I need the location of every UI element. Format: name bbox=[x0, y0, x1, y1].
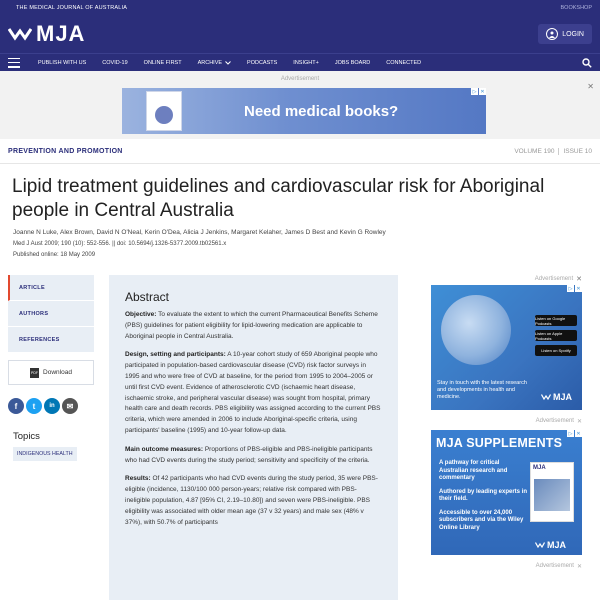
ad-headline: Need medical books? bbox=[244, 102, 399, 120]
topic-badge[interactable]: INDIGENOUS HEALTH bbox=[13, 447, 77, 461]
nav-archive-label: ARCHIVE bbox=[197, 59, 223, 66]
facebook-icon[interactable]: f bbox=[8, 398, 24, 414]
ad1-choice-icons[interactable] bbox=[567, 285, 582, 292]
mja-logo[interactable] bbox=[8, 21, 85, 47]
ad-choice-icons[interactable] bbox=[471, 88, 486, 95]
abstract-panel bbox=[109, 275, 398, 600]
supplement-cover-image: MJA bbox=[530, 462, 574, 522]
scientist-image bbox=[441, 295, 511, 365]
close-ad-icon[interactable]: ✕ bbox=[587, 82, 594, 91]
apple-podcasts-badge[interactable]: Listen on Apple Podcasts bbox=[535, 330, 577, 341]
nav-publish-with-us[interactable]: PUBLISH WITH US bbox=[38, 59, 87, 66]
supplements-ad[interactable] bbox=[431, 430, 582, 555]
podcast-ad[interactable] bbox=[431, 285, 582, 410]
tab-article[interactable]: ARTICLE bbox=[8, 275, 94, 301]
close-ad3-icon[interactable]: ✕ bbox=[576, 564, 582, 570]
download-button[interactable] bbox=[8, 360, 94, 385]
ad1-label: Advertisement ✕ bbox=[534, 276, 582, 283]
mja-chevron-icon bbox=[8, 26, 32, 42]
login-button[interactable] bbox=[538, 24, 592, 44]
ad1-mja-logo: MJA bbox=[541, 392, 572, 402]
nav-insight-plus[interactable]: INSIGHT+ bbox=[293, 59, 319, 66]
login-label: LOGIN bbox=[562, 30, 584, 38]
topics-heading: Topics bbox=[13, 431, 40, 442]
hamburger-menu-icon[interactable] bbox=[8, 58, 20, 68]
linkedin-icon[interactable]: in bbox=[44, 398, 60, 414]
abstract-objective: Objective: To evaluate the extent to which the current Pharmaceutical Benefits Scheme (PBS) guidelines for patient eligibility for lipid-lowering medication are applicable to Aboriginal people in Central Australia. bbox=[125, 311, 378, 340]
share-icons bbox=[8, 398, 78, 414]
nav-covid-19[interactable]: COVID-19 bbox=[102, 59, 128, 66]
divider bbox=[0, 163, 600, 164]
bookshop-link[interactable]: BOOKSHOP bbox=[560, 4, 592, 11]
adchoices-icon[interactable]: ▷ bbox=[472, 88, 477, 95]
nav-online-first[interactable]: ONLINE FIRST bbox=[143, 59, 182, 66]
adchoices-icon[interactable]: ▷ bbox=[568, 430, 573, 437]
nav-podcasts[interactable]: PODCASTS bbox=[247, 59, 278, 66]
supplements-text: A pathway for critical Australian research and commentary Authored by leading experts in their field. Accessible to over 24,000 subscribers and via the Wiley Online Library bbox=[439, 460, 528, 531]
right-ad-column bbox=[431, 275, 582, 570]
pdf-icon: PDF bbox=[30, 368, 39, 378]
email-icon[interactable]: ✉ bbox=[62, 398, 78, 414]
article-citation: Med J Aust 2009; 190 (10): 552-556. || doi: 10.5694/j.1326-5377.2009.tb02561.x bbox=[13, 241, 227, 247]
ad2-choice-icons[interactable] bbox=[567, 430, 582, 437]
google-podcasts-badge[interactable]: Listen on Google Podcasts bbox=[535, 315, 577, 326]
close-ad1-icon[interactable]: ✕ bbox=[576, 276, 582, 283]
abstract-outcomes: Main outcome measures: Proportions of PBS-eligible and PBS-ineligible participants who had CVD events during the study period; sensitivity and specificity of the criteria. bbox=[125, 445, 373, 464]
mja-chevron-icon bbox=[535, 542, 545, 548]
advertisement-label: Advertisement bbox=[280, 76, 320, 82]
article-tabs bbox=[8, 275, 94, 353]
search-icon[interactable] bbox=[582, 58, 592, 68]
journal-name-link[interactable]: THE MEDICAL JOURNAL OF AUSTRALIA bbox=[16, 4, 128, 11]
download-label: Download bbox=[43, 369, 72, 376]
book-image bbox=[146, 91, 182, 131]
nav-jobs-board[interactable]: JOBS BOARD bbox=[334, 59, 371, 66]
top-ad-banner[interactable] bbox=[122, 88, 486, 134]
top-strip bbox=[0, 0, 600, 15]
user-icon bbox=[546, 28, 558, 40]
ad-close-icon[interactable]: ✕ bbox=[576, 285, 581, 292]
ad-close-icon[interactable]: ✕ bbox=[480, 88, 485, 95]
supplements-title: MJA SUPPLEMENTS bbox=[436, 436, 563, 450]
brand-bar bbox=[0, 15, 600, 53]
spotify-badge[interactable]: Listen on Spotify bbox=[535, 345, 577, 356]
volume-label[interactable]: VOLUME 190 bbox=[514, 148, 555, 155]
chevron-down-icon bbox=[225, 61, 231, 65]
article-authors[interactable]: Joanne N Luke, Alex Brown, David N O'Neal, Kerin O'Dea, Alicia J Jenkins, Margaret Kelaher, James D Best and Kevin G Rowley bbox=[13, 229, 386, 236]
ad2-label: Advertisement ✕ bbox=[535, 418, 582, 425]
tab-references[interactable]: REFERENCES bbox=[8, 327, 94, 353]
close-ad2-icon[interactable]: ✕ bbox=[576, 419, 582, 425]
article-title: Lipid treatment guidelines and cardiovascular risk for Aboriginal people in Central Australia bbox=[12, 176, 545, 221]
abstract-heading: Abstract bbox=[125, 290, 170, 304]
published-date: Published online: 18 May 2009 bbox=[13, 252, 96, 258]
abstract-design: Design, setting and participants: A 10-year cohort study of 659 Aboriginal people who participated in population-based cardiovascular disease (CVD) risk factor surveys in 1995 and who were free of CVD at baseline, for the period from 1995 to 2004–2005 or until first CVD event. Evidence of atherosclerotic CVD (ischaemic heart disease, ischaemic stroke, and peripheral vascular disease) was sought from hospital, primary health care and death records. PBS eligibility was assigned according to the current PBS criteria, which were amended in 2006 to include Aboriginal-specific criteria, using participants' baseline (1995) and 10-year follow-up data. bbox=[125, 351, 381, 434]
podcast-ad-text: Stay in touch with the latest research and developments in health and medicine. bbox=[437, 380, 527, 400]
twitter-icon[interactable]: t bbox=[26, 398, 42, 414]
top-ad-band bbox=[0, 71, 600, 139]
ad2-mja-logo: MJA bbox=[535, 540, 566, 550]
adchoices-icon[interactable]: ▷ bbox=[568, 285, 573, 292]
article-meta-row bbox=[8, 148, 592, 155]
logo-text: MJA bbox=[36, 21, 86, 46]
mja-chevron-icon bbox=[541, 394, 551, 400]
volume-issue bbox=[514, 148, 592, 155]
issue-label[interactable]: ISSUE 10 bbox=[558, 148, 592, 155]
nav-connected[interactable]: CONNECTED bbox=[386, 59, 422, 66]
main-nav bbox=[0, 53, 600, 71]
section-link[interactable]: PREVENTION AND PROMOTION bbox=[8, 148, 123, 155]
ad-close-icon[interactable]: ✕ bbox=[576, 430, 581, 437]
nav-archive[interactable] bbox=[198, 60, 231, 66]
tab-authors[interactable]: AUTHORS bbox=[8, 301, 94, 327]
ad3-label: Advertisement ✕ bbox=[535, 563, 582, 570]
abstract-results: Results: Of 42 participants who had CVD events during the study period, 35 were PBS-eligible (incidence, 1130/100 000 person-years; relative risk compared with PBS-ineligible population, 4.87 [95% CI, 2.19–10.80]) and seven were PBS-ineligible. PBS eligibility was associated with older mean age (37 v 32 years) and male sex (48% v 37%), with 50.7% of participants bbox=[125, 475, 378, 526]
